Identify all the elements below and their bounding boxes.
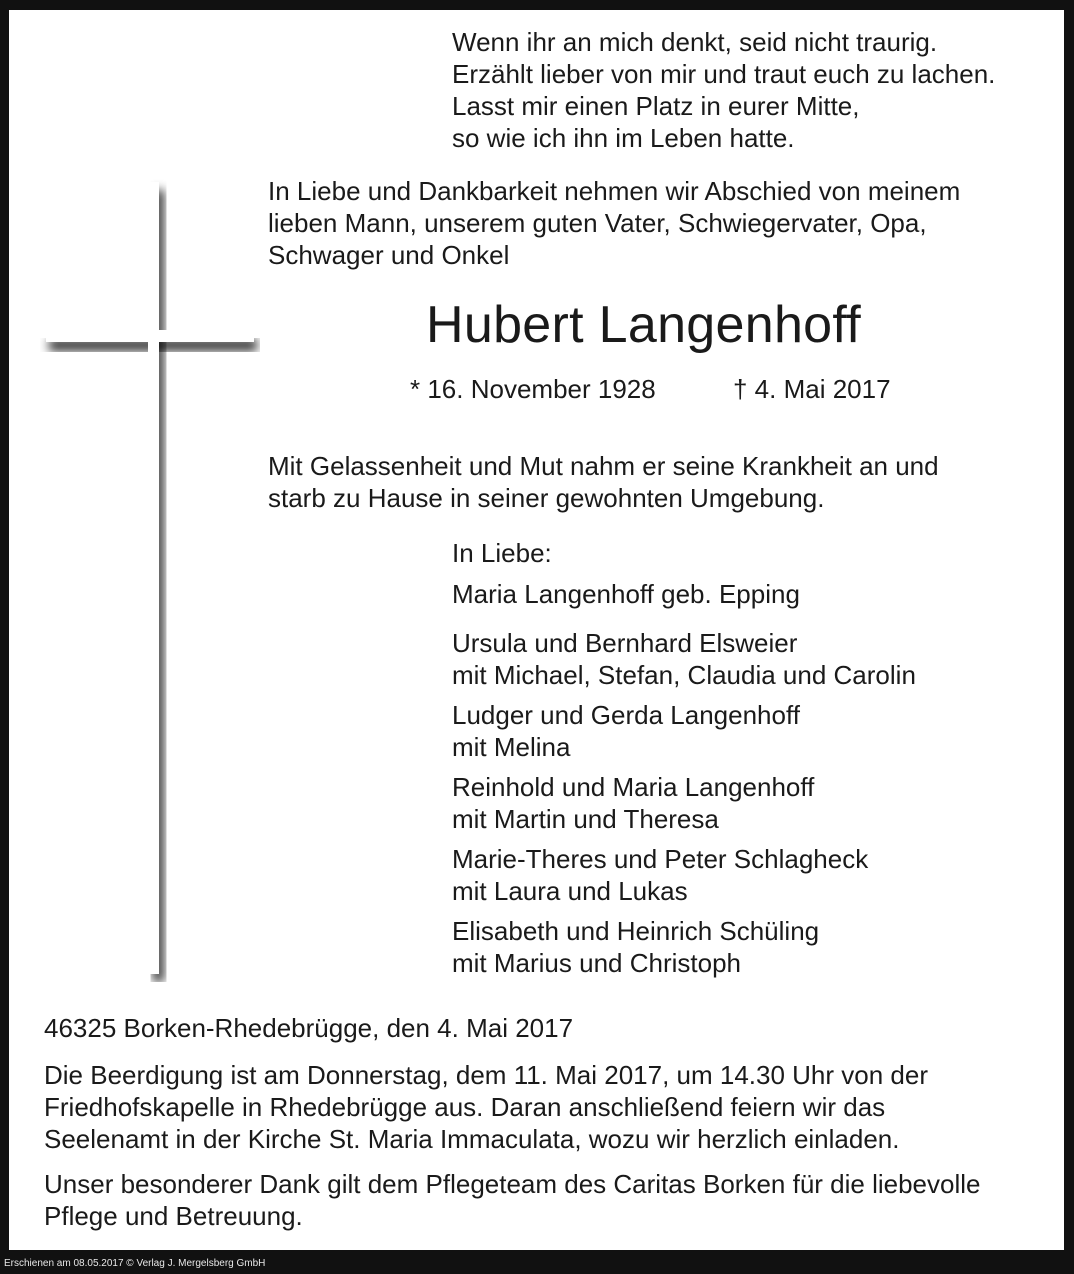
publisher-footer: Erschienen am 08.05.2017 © Verlag J. Mergelsberg GmbH <box>4 1258 266 1269</box>
funeral-line: Die Beerdigung ist am Donnerstag, dem 11. Mai 2017, um 14.30 Uhr von der <box>44 1060 928 1090</box>
mourner-line: Reinhold und Maria Langenhoff <box>452 772 815 802</box>
mourner-line: mit Martin und Theresa <box>452 804 719 834</box>
mourners-heading: In Liebe: <box>452 538 552 568</box>
intro-line: Schwager und Onkel <box>268 240 510 270</box>
mourner-group <box>452 699 800 763</box>
mourner-line: mit Laura und Lukas <box>452 876 688 906</box>
mourner-line: Maria Langenhoff geb. Epping <box>452 579 800 609</box>
mourner-line: mit Michael, Stefan, Claudia und Carolin <box>452 660 916 690</box>
mourner-line: mit Melina <box>452 732 571 762</box>
mourner-group <box>452 915 819 979</box>
mourner-line: Ursula und Bernhard Elsweier <box>452 628 798 658</box>
funeral-paragraph <box>44 1059 928 1155</box>
illness-paragraph <box>268 450 939 514</box>
mourner-line: Marie-Theres und Peter Schlagheck <box>452 844 869 874</box>
deceased-name: Hubert Langenhoff <box>426 296 861 354</box>
mourner-group <box>452 771 814 835</box>
thanks-line: Unser besonderer Dank gilt dem Pflegeteam des Caritas Borken für die liebevolle <box>44 1169 981 1199</box>
mourner-group <box>452 578 800 610</box>
poem-line: Erzählt lieber von mir und traut euch zu lachen. <box>452 59 996 89</box>
funeral-line: Friedhofskapelle in Rhedebrügge aus. Daran anschließend feiern wir das <box>44 1092 886 1122</box>
poem-line: Wenn ihr an mich denkt, seid nicht traurig. <box>452 27 938 57</box>
mourner-group <box>452 627 916 691</box>
place-date: 46325 Borken-Rhedebrügge, den 4. Mai 2017 <box>44 1013 574 1043</box>
intro-line: In Liebe und Dankbarkeit nehmen wir Abschied von meinem <box>268 176 961 206</box>
thanks-line: Pflege und Betreuung. <box>44 1201 303 1231</box>
poem-line: Lasst mir einen Platz in eurer Mitte, <box>452 91 860 121</box>
intro-line: lieben Mann, unserem guten Vater, Schwiegervater, Opa, <box>268 208 927 238</box>
mourner-group <box>452 843 868 907</box>
mourner-line: Elisabeth und Heinrich Schüling <box>452 916 820 946</box>
illness-line: starb zu Hause in seiner gewohnten Umgebung. <box>268 483 825 513</box>
poem-line: so wie ich ihn im Leben hatte. <box>452 123 795 153</box>
intro-paragraph <box>268 175 960 271</box>
mourner-line: mit Marius und Christoph <box>452 948 741 978</box>
death-date: † 4. Mai 2017 <box>733 374 891 404</box>
poem <box>452 26 995 154</box>
funeral-line: Seelenamt in der Kirche St. Maria Immaculata, wozu wir herzlich einladen. <box>44 1124 900 1154</box>
birth-date: * 16. November 1928 <box>410 374 656 404</box>
mourner-line: Ludger und Gerda Langenhoff <box>452 700 800 730</box>
cross-icon <box>40 176 260 982</box>
illness-line: Mit Gelassenheit und Mut nahm er seine Krankheit an und <box>268 451 939 481</box>
thanks-paragraph <box>44 1168 980 1232</box>
